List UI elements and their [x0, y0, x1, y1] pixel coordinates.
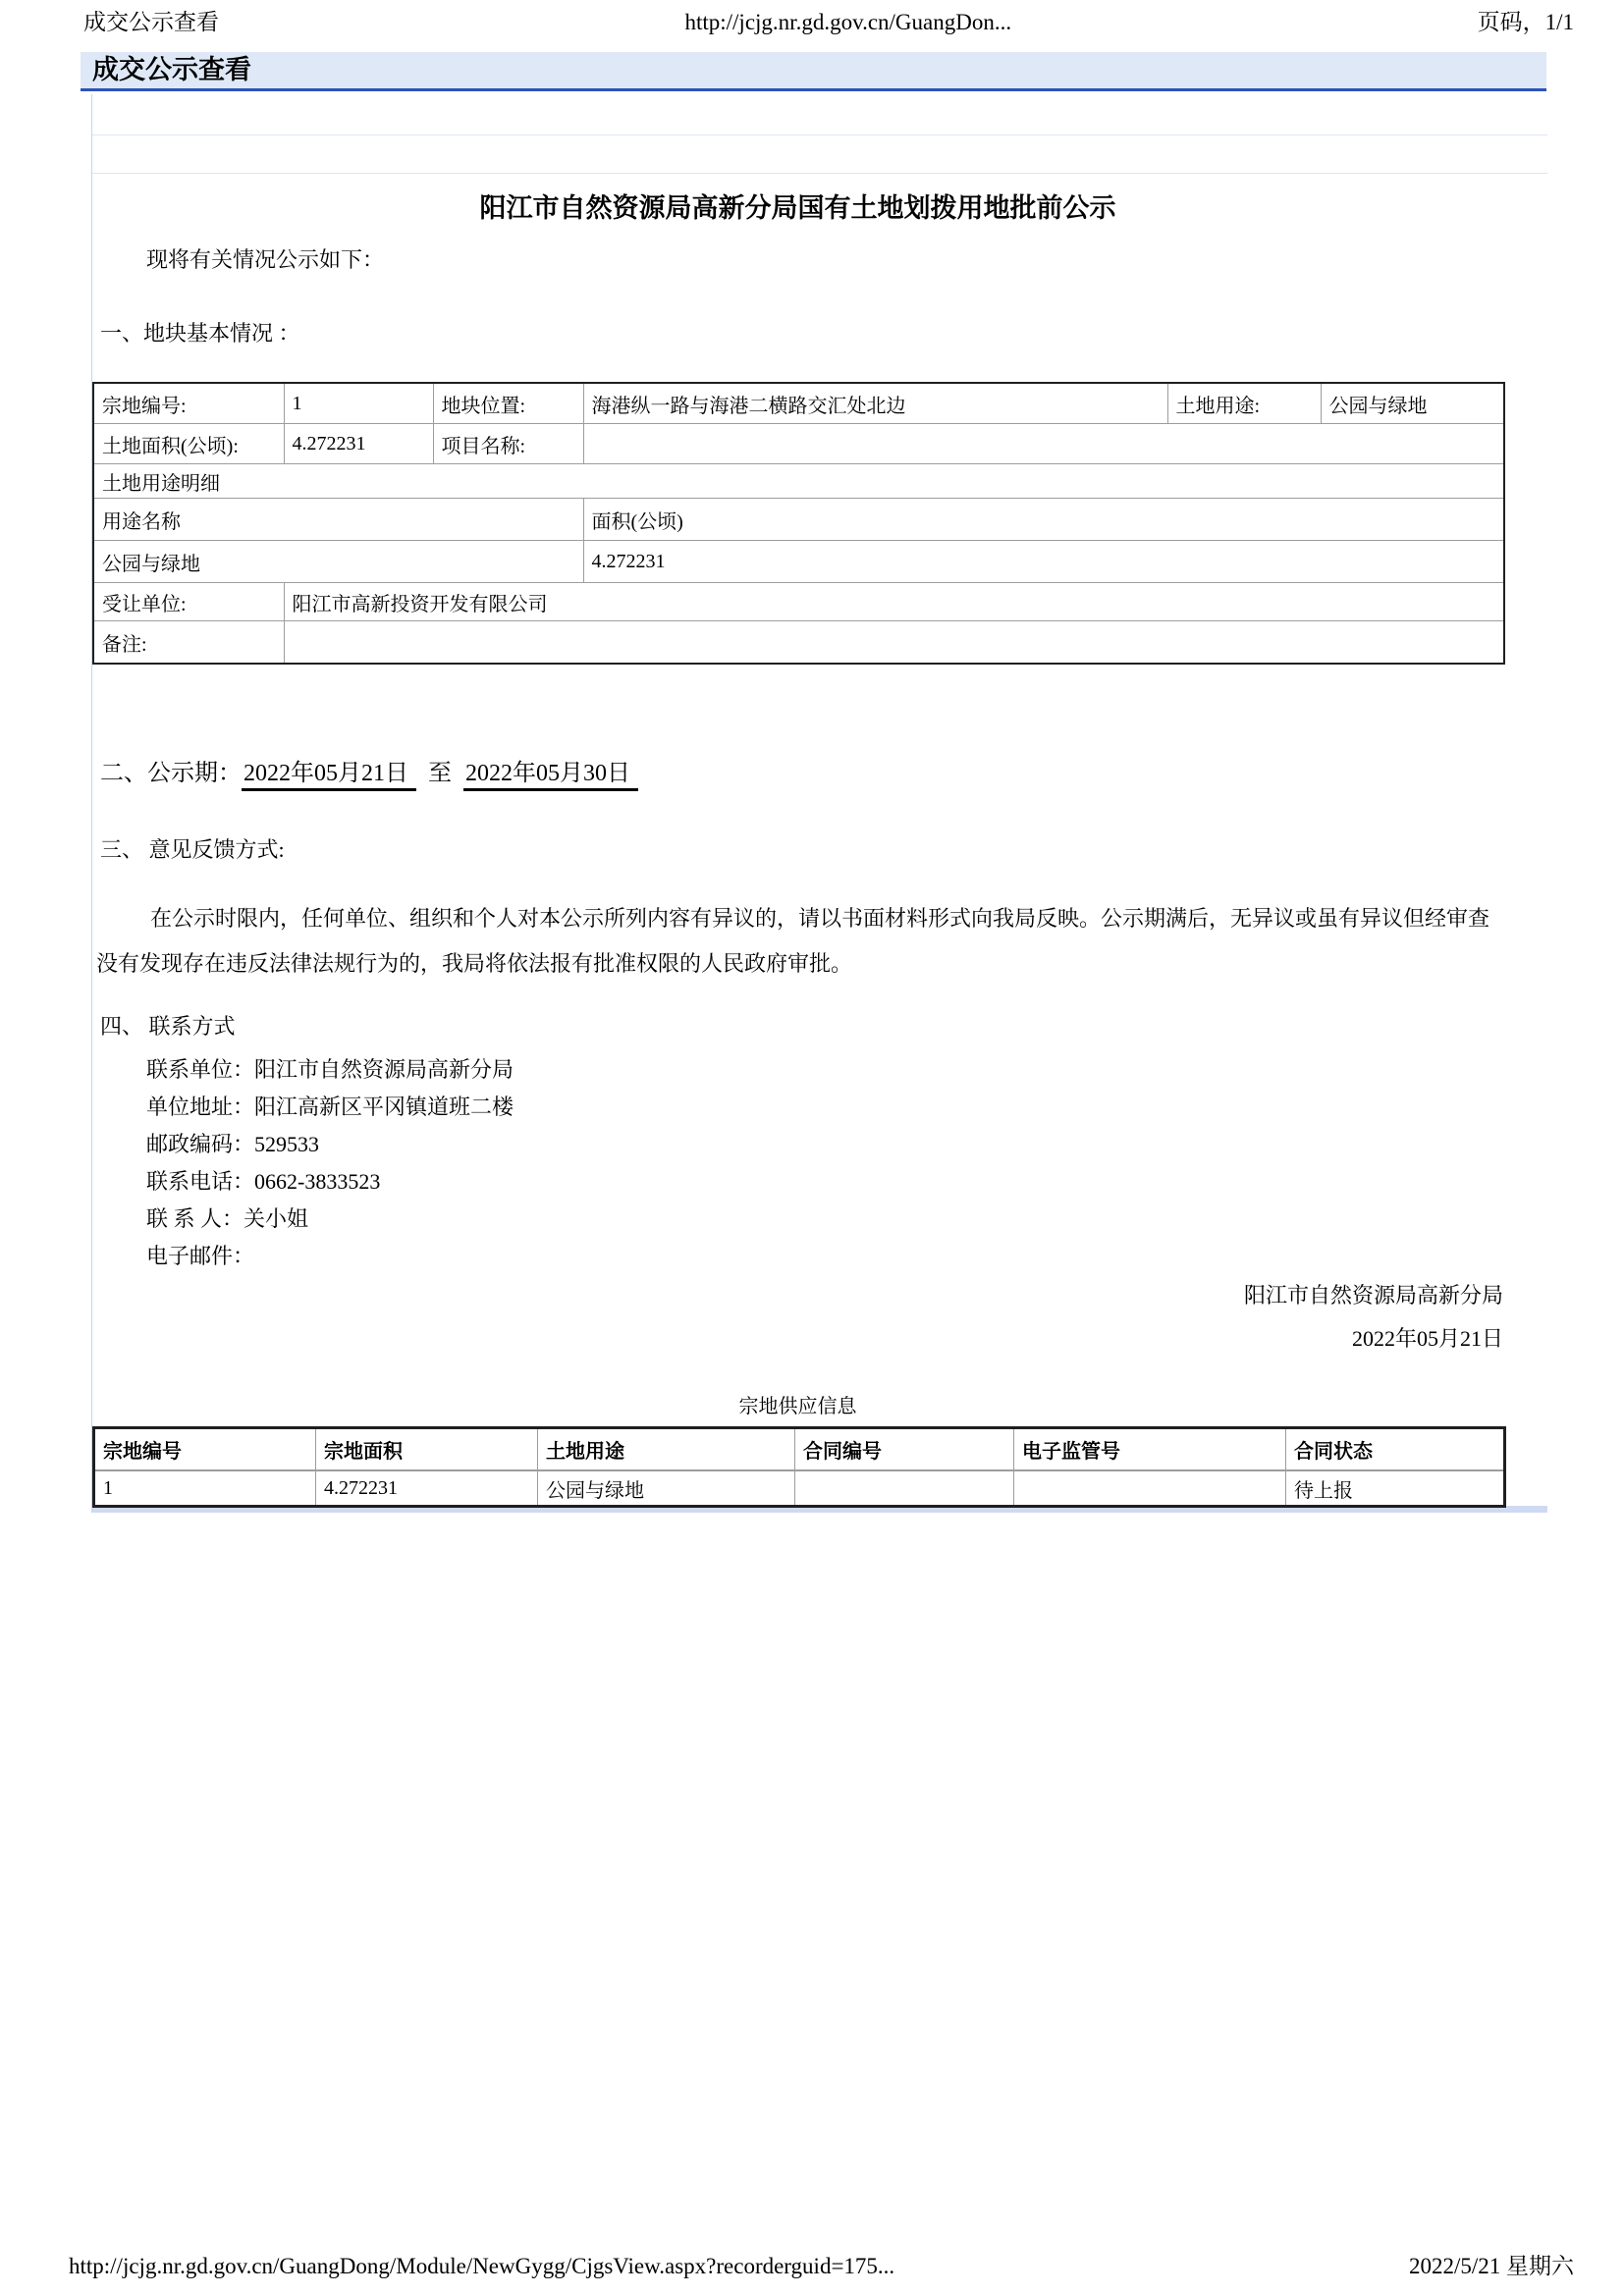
frame-spacer-row-1: [92, 94, 1547, 135]
contact-address-label: 单位地址：: [146, 1095, 255, 1119]
remark-value: [284, 621, 1504, 665]
banner-title: 成交公示查看: [92, 55, 251, 84]
supply-cell-plot-area: 4.272231: [316, 1470, 538, 1507]
contact-unit-value: 阳江市自然资源局高新分局: [254, 1057, 514, 1082]
contact-phone-label: 联系电话：: [146, 1169, 255, 1194]
supply-header-plot-area: 宗地面积: [316, 1428, 538, 1471]
supply-cell-contract-no: [795, 1470, 1014, 1507]
table-row: [93, 621, 1504, 665]
supply-cell-supervision-no: [1014, 1470, 1286, 1507]
land-use-label: 土地用途:: [1167, 383, 1321, 424]
contact-postcode-value: 529533: [254, 1132, 320, 1156]
supply-header-plot-no: 宗地编号: [94, 1428, 316, 1471]
parcel-supply-table: [92, 1426, 1506, 1508]
land-area-value: 4.272231: [284, 424, 433, 464]
table-row: [93, 383, 1504, 424]
supply-table-caption: 宗地供应信息: [738, 1396, 857, 1417]
print-footer-url: http://jcjg.nr.gd.gov.cn/GuangDong/Module/NewGygg/CjgsView.aspx?recorderguid=175...: [69, 2254, 895, 2278]
contact-postcode-line: [146, 1130, 1503, 1159]
section1-heading: 一、地块基本情况 ：: [100, 321, 300, 346]
print-header-title: 成交公示查看: [83, 10, 219, 34]
use-area-header: 面积(公顷): [583, 499, 1504, 541]
feedback-paragraph: 在公示时限内，任何单位、组织和个人对本公示所列内容有异议的，请以书面材料形式向我局反映。公示期满后，无异议或虽有异议但经审查没有发现存在违反法律法规行为的，我局将依法报有批准权限的人民政府审批。: [96, 906, 1490, 976]
print-header: [83, 8, 1574, 37]
contact-address-line: [146, 1093, 1503, 1122]
land-area-label: 土地面积(公顷):: [93, 424, 284, 464]
print-header-url: http://jcjg.nr.gd.gov.cn/GuangDon...: [684, 10, 1012, 34]
grantee-value: 阳江市高新投资开发有限公司: [284, 583, 1504, 621]
contact-person-value: 关小姐: [244, 1206, 309, 1231]
contact-unit-label: 联系单位：: [146, 1057, 255, 1082]
announcement-title: 阳江市自然资源局高新分局国有土地划拨用地批前公示: [479, 193, 1116, 223]
land-use-value: 公园与绿地: [1321, 383, 1504, 424]
parcel-info-table: [92, 382, 1505, 665]
contact-email-line: [146, 1242, 1503, 1271]
supply-header-contract-status: 合同状态: [1286, 1428, 1505, 1471]
page-banner: [81, 52, 1546, 91]
table-row: [93, 499, 1504, 541]
remark-label: 备注:: [93, 621, 284, 665]
print-header-page-number: 页码，1/1: [1477, 10, 1574, 34]
contact-person-line: [146, 1204, 1503, 1234]
table-row: [93, 424, 1504, 464]
contact-person-label: 联 系 人：: [146, 1206, 244, 1231]
supply-header-supervision-no: 电子监管号: [1014, 1428, 1286, 1471]
publicity-period-end: 2022年05月30日: [463, 761, 638, 791]
table-row: [93, 541, 1504, 583]
table-row: [93, 583, 1504, 621]
use-name-value: 公园与绿地: [93, 541, 583, 583]
publicity-period-start: 2022年05月21日: [242, 761, 416, 791]
location-value: 海港纵一路与海港二横路交汇处北边: [583, 383, 1167, 424]
contact-unit-line: [146, 1055, 1503, 1085]
use-detail-label: 土地用途明细: [93, 464, 1504, 499]
use-name-header: 用途名称: [93, 499, 583, 541]
supply-header-land-use: 土地用途: [538, 1428, 795, 1471]
plot-no-label: 宗地编号:: [93, 383, 284, 424]
announcement-document: [92, 191, 1503, 1508]
contact-address-value: 阳江高新区平冈镇道班二楼: [254, 1095, 514, 1119]
table-row: [94, 1470, 1505, 1507]
print-footer: [69, 2252, 1574, 2281]
use-area-value: 4.272231: [583, 541, 1504, 583]
supply-cell-plot-no: 1: [94, 1470, 316, 1507]
section3-heading: 三、 意见反馈方式:: [100, 837, 285, 862]
print-footer-date: 2022/5/21 星期六: [1408, 2254, 1574, 2278]
contact-phone-line: [146, 1167, 1503, 1197]
publicity-period-label: 二、公示期：: [100, 761, 242, 786]
contact-email-label: 电子邮件：: [146, 1244, 255, 1268]
contact-postcode-label: 邮政编码：: [146, 1132, 255, 1156]
intro-line: 现将有关情况公示如下：: [146, 247, 385, 272]
frame-spacer-row-2: [92, 135, 1547, 174]
publicity-period-to: 至: [428, 761, 452, 786]
supply-cell-land-use: 公园与绿地: [538, 1470, 795, 1507]
section2-heading: [100, 757, 1503, 790]
content-frame: [91, 94, 1547, 1513]
plot-no-value: 1: [284, 383, 433, 424]
table-row: [93, 464, 1504, 499]
project-name-label: 项目名称:: [433, 424, 583, 464]
table-header-row: [94, 1428, 1505, 1471]
location-label: 地块位置:: [433, 383, 583, 424]
section4-heading: 四、 联系方式: [100, 1014, 236, 1039]
grantee-label: 受让单位:: [93, 583, 284, 621]
supply-header-contract-no: 合同编号: [795, 1428, 1014, 1471]
contact-phone-value: 0662-3833523: [254, 1169, 381, 1194]
signature-date: 2022年05月21日: [1351, 1326, 1503, 1351]
signature-org: 阳江市自然资源局高新分局: [1243, 1283, 1503, 1308]
project-name-value: [583, 424, 1504, 464]
supply-cell-contract-status: 待上报: [1286, 1470, 1505, 1507]
